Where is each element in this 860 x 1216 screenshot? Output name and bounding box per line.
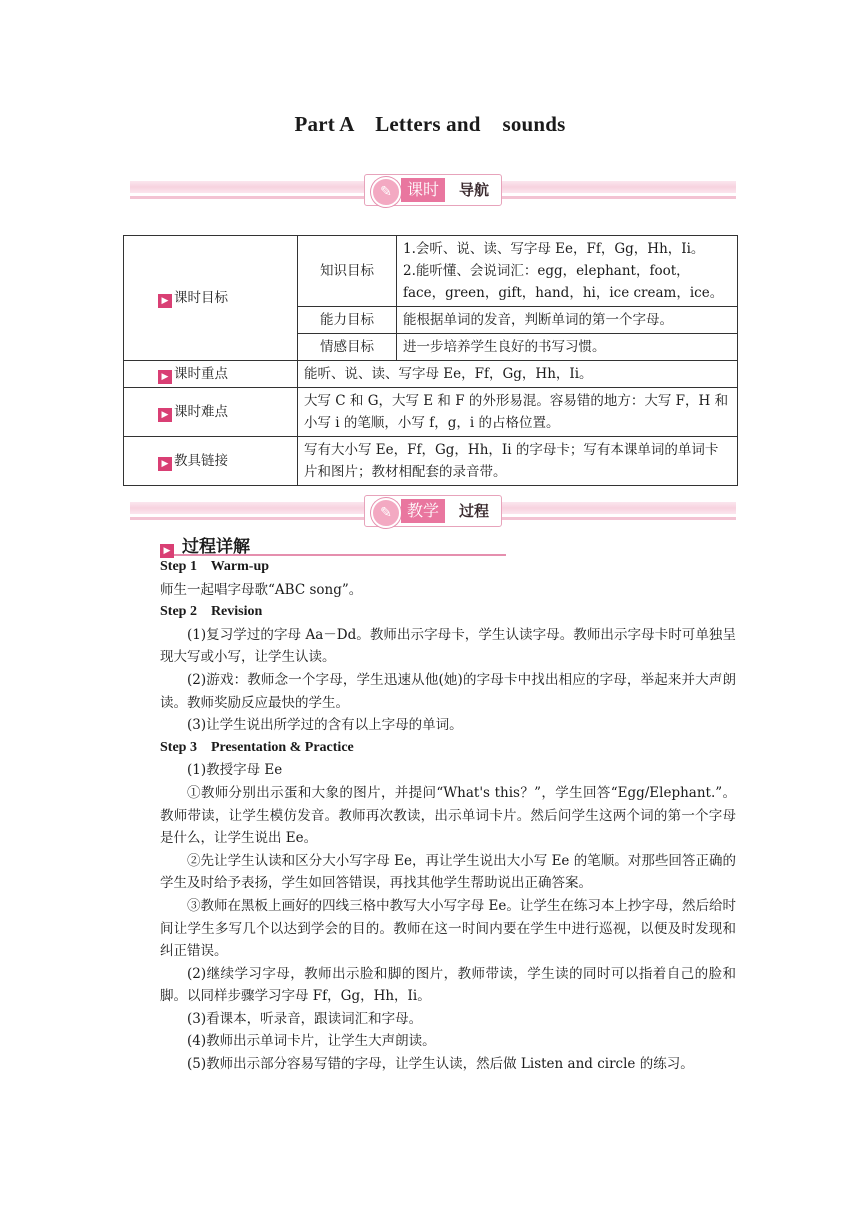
triangle-icon: ▶ <box>160 544 174 558</box>
objectives-cell: ▶ 课时目标 <box>124 236 298 361</box>
process-body <box>160 556 736 1076</box>
triangle-icon: ▶ <box>158 294 172 308</box>
paragraph: (5)教师出示部分容易写错的字母，让学生认读，然后做 Listen and circle 的练习。 <box>187 1056 694 1073</box>
banner-highlight: 教学 <box>401 499 445 523</box>
paragraph: (1)复习学过的字母 Aa－Dd。教师出示字母卡，学生认读字母。教师出示字母卡时可单独呈现大写或小写，让学生认读。 <box>160 626 736 666</box>
lesson-guide-table <box>123 235 738 486</box>
emotion-label: 情感目标 <box>298 334 397 361</box>
paragraph: ①教师分别出示蛋和大象的图片，并提问“What's this？”，学生回答“Egg/Elephant.”。教师带读，让学生模仿发音。教师再次教读，出示单词卡片。然后问学生这两个词的第一个字母是什么，让学生说出 Ee。 <box>160 784 736 847</box>
difficulty-cell: ▶ 课时难点 <box>124 388 298 437</box>
process-heading: ▶ 过程详解 <box>160 532 506 556</box>
paragraph: (1)教授字母 Ee <box>187 762 283 779</box>
paragraph: (3)让学生说出所学过的含有以上字母的单词。 <box>187 717 463 734</box>
pin-icon: ✎ <box>371 177 401 207</box>
paragraph: (4)教师出示单词卡片，让学生大声朗读。 <box>187 1033 436 1050</box>
teaching-tools-text: 写有大小写 Ee，Ff，Gg，Hh，Ii 的字母卡；写有本课单词的单词卡片和图片；教材相配套的录音带。 <box>298 437 738 486</box>
section-banner-teaching-process <box>130 495 736 525</box>
key-points-text: 能听、说、读、写字母 Ee，Ff，Gg，Hh，Ii。 <box>298 361 738 388</box>
step-title: Step 2 Revision <box>160 604 263 620</box>
knowledge-label: 知识目标 <box>298 236 397 307</box>
page-title: Part A Letters and sounds <box>294 112 566 136</box>
paragraph: (2)游戏：教师念一个字母，学生迅速从他(她)的字母卡中找出相应的字母，举起来并大声朗读。教师奖励反应最快的学生。 <box>160 671 736 711</box>
knowledge-text: 1.会听、说、读、写字母 Ee，Ff，Gg，Hh，Ii。 2.能听懂、会说词汇：egg，elephant，foot，face，green，gift，hand，hi，ice cream，ice。 <box>397 236 738 307</box>
section-banner-lesson-guide <box>130 174 736 204</box>
paragraph: (3)看课本，听录音，跟读词汇和字母。 <box>187 1010 423 1027</box>
paragraph: ③教师在黑板上画好的四线三格中教写大小写字母 Ee。让学生在练习本上抄字母，然后给时间让学生多写几个以达到学会的目的。教师在这一时间内要在学生中进行巡视，以便及时发现和纠正错误。 <box>160 897 736 960</box>
triangle-icon: ▶ <box>158 408 172 422</box>
banner-word: 过程 <box>458 502 489 520</box>
paragraph: ②先让学生认读和区分大小写字母 Ee，再让学生说出大小写 Ee 的笔顺。对那些回答正确的学生及时给予表扬，学生如回答错误，再找其他学生帮助说出正确答案。 <box>160 852 736 892</box>
paragraph: (2)继续学习字母，教师出示脸和脚的图片，教师带读，学生读的同时可以指着自己的脸和脚。以同样步骤学习字母 Ff，Gg，Hh，Ii。 <box>160 965 736 1005</box>
banner-highlight: 课时 <box>401 178 445 202</box>
step-title: Step 3 Presentation & Practice <box>160 739 354 755</box>
ability-label: 能力目标 <box>298 307 397 334</box>
step-title: Step 1 Warm-up <box>160 559 270 574</box>
triangle-icon: ▶ <box>158 457 172 471</box>
teaching-tools-cell: ▶ 教具链接 <box>124 437 298 486</box>
ability-text: 能根据单词的发音，判断单词的第一个字母。 <box>397 307 738 334</box>
key-points-cell: ▶ 课时重点 <box>124 361 298 388</box>
emotion-text: 进一步培养学生良好的书写习惯。 <box>397 334 738 361</box>
banner-word: 导航 <box>458 181 489 199</box>
triangle-icon: ▶ <box>158 370 172 384</box>
difficulty-text: 大写 C 和 G，大写 E 和 F 的外形易混。容易错的地方：大写 F，H 和小写 i 的笔顺，小写 f，g，i 的占格位置。 <box>298 388 738 437</box>
pencil-icon: ✎ <box>371 498 401 528</box>
paragraph: 师生一起唱字母歌“ABC song”。 <box>160 581 363 598</box>
